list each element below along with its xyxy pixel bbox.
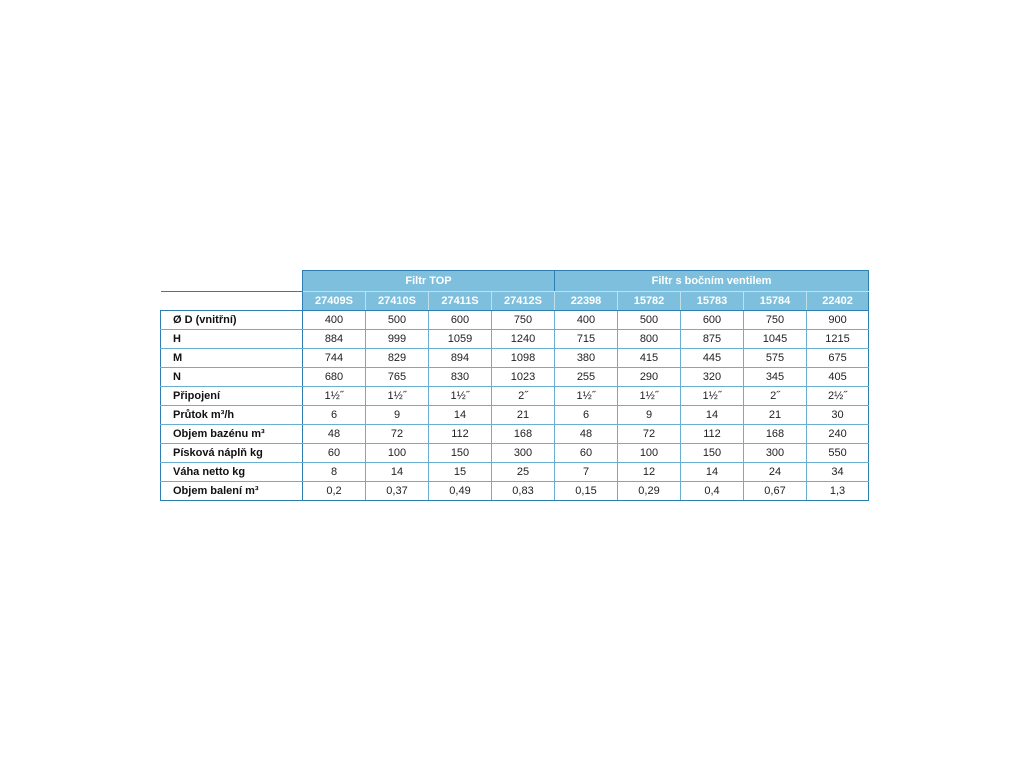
table-cell: 600 bbox=[681, 311, 744, 330]
table-cell: 1½˝ bbox=[429, 387, 492, 406]
table-cell: 21 bbox=[492, 406, 555, 425]
table-cell: 150 bbox=[681, 444, 744, 463]
spec-table-body bbox=[161, 311, 869, 501]
table-cell: 34 bbox=[807, 463, 869, 482]
table-cell: 14 bbox=[429, 406, 492, 425]
table-cell: 765 bbox=[366, 368, 429, 387]
table-cell: 30 bbox=[807, 406, 869, 425]
table-cell: 48 bbox=[555, 425, 618, 444]
row-label: Váha netto kg bbox=[161, 463, 303, 482]
row-label: M bbox=[161, 349, 303, 368]
model-header: 27412S bbox=[492, 292, 555, 311]
row-label: Připojení bbox=[161, 387, 303, 406]
table-row bbox=[161, 349, 869, 368]
table-cell: 894 bbox=[429, 349, 492, 368]
table-cell: 715 bbox=[555, 330, 618, 349]
table-cell: 884 bbox=[303, 330, 366, 349]
row-label: H bbox=[161, 330, 303, 349]
table-cell: 2½˝ bbox=[807, 387, 869, 406]
table-cell: 415 bbox=[618, 349, 681, 368]
table-cell: 14 bbox=[366, 463, 429, 482]
model-header: 27409S bbox=[303, 292, 366, 311]
table-cell: 72 bbox=[366, 425, 429, 444]
table-cell: 900 bbox=[807, 311, 869, 330]
table-cell: 830 bbox=[429, 368, 492, 387]
table-cell: 0,49 bbox=[429, 482, 492, 501]
table-cell: 1215 bbox=[807, 330, 869, 349]
table-row bbox=[161, 463, 869, 482]
table-cell: 1½˝ bbox=[366, 387, 429, 406]
row-label: Objem bazénu m³ bbox=[161, 425, 303, 444]
table-cell: 1½˝ bbox=[303, 387, 366, 406]
group-header-row bbox=[161, 271, 869, 292]
table-cell: 1½˝ bbox=[681, 387, 744, 406]
table-cell: 2˝ bbox=[744, 387, 807, 406]
table-cell: 1059 bbox=[429, 330, 492, 349]
table-row bbox=[161, 330, 869, 349]
row-label: Objem balení m³ bbox=[161, 482, 303, 501]
table-cell: 1240 bbox=[492, 330, 555, 349]
table-cell: 9 bbox=[366, 406, 429, 425]
table-cell: 168 bbox=[744, 425, 807, 444]
table-cell: 550 bbox=[807, 444, 869, 463]
table-cell: 0,15 bbox=[555, 482, 618, 501]
table-cell: 6 bbox=[555, 406, 618, 425]
table-cell: 500 bbox=[618, 311, 681, 330]
table-cell: 60 bbox=[303, 444, 366, 463]
table-cell: 875 bbox=[681, 330, 744, 349]
table-cell: 300 bbox=[492, 444, 555, 463]
table-row bbox=[161, 444, 869, 463]
table-cell: 0,2 bbox=[303, 482, 366, 501]
table-cell: 14 bbox=[681, 406, 744, 425]
table-cell: 0,67 bbox=[744, 482, 807, 501]
table-cell: 2˝ bbox=[492, 387, 555, 406]
table-cell: 300 bbox=[744, 444, 807, 463]
table-cell: 750 bbox=[744, 311, 807, 330]
table-cell: 240 bbox=[807, 425, 869, 444]
table-row bbox=[161, 311, 869, 330]
table-cell: 12 bbox=[618, 463, 681, 482]
table-cell: 168 bbox=[492, 425, 555, 444]
table-cell: 100 bbox=[366, 444, 429, 463]
model-header: 15784 bbox=[744, 292, 807, 311]
table-cell: 60 bbox=[555, 444, 618, 463]
table-cell: 575 bbox=[744, 349, 807, 368]
table-cell: 290 bbox=[618, 368, 681, 387]
group-header-filtr-top: Filtr TOP bbox=[303, 271, 555, 292]
table-cell: 1023 bbox=[492, 368, 555, 387]
table-row bbox=[161, 425, 869, 444]
row-label: Písková náplň kg bbox=[161, 444, 303, 463]
table-cell: 15 bbox=[429, 463, 492, 482]
table-cell: 320 bbox=[681, 368, 744, 387]
table-cell: 600 bbox=[429, 311, 492, 330]
table-cell: 800 bbox=[618, 330, 681, 349]
model-header: 27410S bbox=[366, 292, 429, 311]
filter-spec-table bbox=[160, 270, 869, 501]
table-cell: 6 bbox=[303, 406, 366, 425]
table-row bbox=[161, 482, 869, 501]
table-cell: 24 bbox=[744, 463, 807, 482]
table-cell: 405 bbox=[807, 368, 869, 387]
table-row bbox=[161, 406, 869, 425]
table-cell: 72 bbox=[618, 425, 681, 444]
row-label: N bbox=[161, 368, 303, 387]
table-cell: 25 bbox=[492, 463, 555, 482]
table-cell: 255 bbox=[555, 368, 618, 387]
table-cell: 150 bbox=[429, 444, 492, 463]
table-cell: 400 bbox=[303, 311, 366, 330]
model-header: 22402 bbox=[807, 292, 869, 311]
table-cell: 7 bbox=[555, 463, 618, 482]
table-cell: 345 bbox=[744, 368, 807, 387]
table-cell: 48 bbox=[303, 425, 366, 444]
table-cell: 675 bbox=[807, 349, 869, 368]
table-row bbox=[161, 387, 869, 406]
table-cell: 0,37 bbox=[366, 482, 429, 501]
table-cell: 14 bbox=[681, 463, 744, 482]
model-header: 22398 bbox=[555, 292, 618, 311]
table-cell: 1½˝ bbox=[618, 387, 681, 406]
model-header-row bbox=[161, 292, 869, 311]
table-cell: 100 bbox=[618, 444, 681, 463]
row-label: Průtok m³/h bbox=[161, 406, 303, 425]
table-cell: 9 bbox=[618, 406, 681, 425]
table-cell: 500 bbox=[366, 311, 429, 330]
row-label: Ø D (vnitřní) bbox=[161, 311, 303, 330]
group-header-filtr-bocni-ventil: Filtr s bočním ventilem bbox=[555, 271, 869, 292]
model-header: 15782 bbox=[618, 292, 681, 311]
table-cell: 380 bbox=[555, 349, 618, 368]
table-cell: 1,3 bbox=[807, 482, 869, 501]
table-cell: 400 bbox=[555, 311, 618, 330]
model-header: 27411S bbox=[429, 292, 492, 311]
table-cell: 445 bbox=[681, 349, 744, 368]
table-cell: 1098 bbox=[492, 349, 555, 368]
table-cell: 112 bbox=[681, 425, 744, 444]
table-cell: 0,83 bbox=[492, 482, 555, 501]
table-cell: 750 bbox=[492, 311, 555, 330]
table-cell: 112 bbox=[429, 425, 492, 444]
table-cell: 0,4 bbox=[681, 482, 744, 501]
table-row bbox=[161, 368, 869, 387]
table-cell: 744 bbox=[303, 349, 366, 368]
table-cell: 8 bbox=[303, 463, 366, 482]
model-header: 15783 bbox=[681, 292, 744, 311]
table-cell: 0,29 bbox=[618, 482, 681, 501]
table-cell: 999 bbox=[366, 330, 429, 349]
header-corner bbox=[161, 271, 303, 292]
table-cell: 829 bbox=[366, 349, 429, 368]
header-corner-2 bbox=[161, 292, 303, 311]
table-cell: 1½˝ bbox=[555, 387, 618, 406]
table-cell: 1045 bbox=[744, 330, 807, 349]
table-cell: 680 bbox=[303, 368, 366, 387]
table-cell: 21 bbox=[744, 406, 807, 425]
